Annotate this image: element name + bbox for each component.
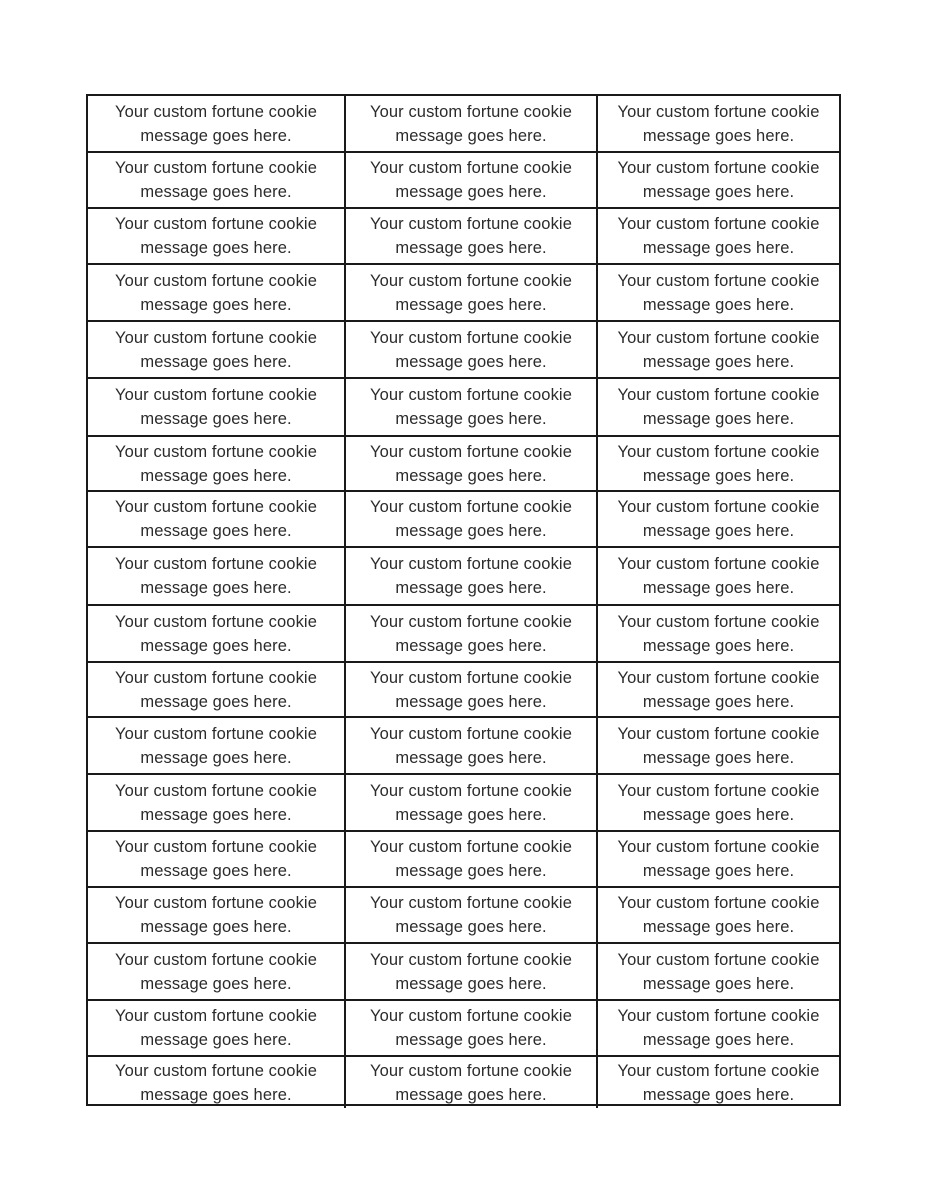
fortune-message: Your custom fortune cookie message goes here.	[115, 1061, 317, 1104]
fortune-message: Your custom fortune cookie message goes here.	[370, 612, 572, 655]
fortune-label-cell	[598, 153, 839, 207]
fortune-label-cell	[88, 832, 346, 886]
fortune-message: Your custom fortune cookie message goes here.	[115, 894, 317, 936]
fortune-label-cell	[88, 606, 346, 661]
fortune-message: Your custom fortune cookie message goes here.	[115, 668, 317, 711]
label-row	[88, 490, 839, 546]
fortune-message: Your custom fortune cookie message goes here.	[115, 950, 317, 993]
fortune-label-sheet	[86, 94, 841, 1106]
fortune-label-cell	[598, 775, 839, 830]
fortune-label-cell	[598, 322, 839, 377]
fortune-message: Your custom fortune cookie message goes here.	[115, 328, 317, 371]
fortune-label-cell	[346, 209, 598, 263]
fortune-label-cell	[598, 492, 839, 546]
fortune-label-cell	[88, 1001, 346, 1055]
label-row	[88, 999, 839, 1055]
fortune-message: Your custom fortune cookie message goes here.	[370, 668, 572, 711]
fortune-message: Your custom fortune cookie message goes here.	[617, 442, 820, 485]
fortune-message: Your custom fortune cookie message goes here.	[617, 271, 820, 314]
fortune-message: Your custom fortune cookie message goes here.	[370, 781, 572, 824]
fortune-message: Your custom fortune cookie message goes here.	[115, 781, 317, 824]
fortune-label-cell	[346, 1001, 598, 1055]
fortune-label-cell	[88, 548, 346, 604]
fortune-label-cell	[346, 153, 598, 207]
fortune-label-cell	[346, 492, 598, 546]
fortune-label-cell	[346, 379, 598, 435]
fortune-label-cell	[598, 944, 839, 999]
fortune-label-cell	[88, 663, 346, 716]
label-row	[88, 716, 839, 773]
fortune-label-cell	[346, 718, 598, 773]
label-row	[88, 886, 839, 942]
fortune-label-cell	[88, 718, 346, 773]
fortune-message: Your custom fortune cookie message goes here.	[370, 159, 572, 201]
fortune-label-cell	[346, 96, 598, 151]
fortune-label-cell	[346, 775, 598, 830]
fortune-message: Your custom fortune cookie message goes here.	[617, 781, 820, 824]
fortune-label-cell	[346, 265, 598, 320]
fortune-message: Your custom fortune cookie message goes here.	[370, 271, 572, 314]
fortune-label-cell	[88, 492, 346, 546]
fortune-message: Your custom fortune cookie message goes here.	[370, 102, 572, 145]
label-row	[88, 942, 839, 999]
label-row	[88, 773, 839, 830]
fortune-message: Your custom fortune cookie message goes here.	[115, 498, 317, 540]
fortune-message: Your custom fortune cookie message goes here.	[617, 555, 820, 597]
label-row	[88, 830, 839, 886]
fortune-label-cell	[598, 663, 839, 716]
fortune-label-cell	[598, 888, 839, 942]
label-row	[88, 1055, 839, 1108]
fortune-message: Your custom fortune cookie message goes here.	[617, 612, 820, 655]
fortune-message: Your custom fortune cookie message goes here.	[115, 215, 317, 257]
fortune-message: Your custom fortune cookie message goes here.	[115, 724, 317, 767]
fortune-message: Your custom fortune cookie message goes here.	[115, 442, 317, 485]
fortune-message: Your custom fortune cookie message goes here.	[617, 215, 820, 257]
fortune-label-cell	[598, 265, 839, 320]
fortune-label-cell	[346, 437, 598, 490]
fortune-message: Your custom fortune cookie message goes here.	[617, 1007, 820, 1049]
fortune-label-cell	[598, 718, 839, 773]
fortune-message: Your custom fortune cookie message goes here.	[370, 1061, 572, 1104]
fortune-label-cell	[346, 606, 598, 661]
fortune-label-cell	[88, 944, 346, 999]
fortune-message: Your custom fortune cookie message goes here.	[370, 386, 572, 428]
fortune-message: Your custom fortune cookie message goes here.	[115, 102, 317, 145]
fortune-message: Your custom fortune cookie message goes here.	[617, 1061, 820, 1104]
fortune-label-cell	[346, 548, 598, 604]
fortune-label-cell	[88, 379, 346, 435]
label-row	[88, 263, 839, 320]
fortune-message: Your custom fortune cookie message goes here.	[115, 612, 317, 655]
fortune-label-cell	[88, 209, 346, 263]
fortune-message: Your custom fortune cookie message goes here.	[115, 159, 317, 201]
fortune-message: Your custom fortune cookie message goes here.	[370, 215, 572, 257]
fortune-label-cell	[598, 379, 839, 435]
label-row	[88, 151, 839, 207]
fortune-message: Your custom fortune cookie message goes here.	[370, 328, 572, 371]
fortune-label-cell	[346, 888, 598, 942]
fortune-message: Your custom fortune cookie message goes here.	[617, 950, 820, 993]
fortune-message: Your custom fortune cookie message goes here.	[617, 894, 820, 936]
label-row	[88, 435, 839, 490]
fortune-label-cell	[346, 832, 598, 886]
fortune-label-cell	[346, 322, 598, 377]
fortune-message: Your custom fortune cookie message goes here.	[370, 894, 572, 936]
fortune-message: Your custom fortune cookie message goes here.	[617, 838, 820, 880]
fortune-message: Your custom fortune cookie message goes here.	[370, 555, 572, 597]
fortune-message: Your custom fortune cookie message goes here.	[617, 386, 820, 428]
fortune-message: Your custom fortune cookie message goes here.	[617, 159, 820, 201]
fortune-label-cell	[346, 1057, 598, 1108]
fortune-message: Your custom fortune cookie message goes here.	[115, 1007, 317, 1049]
fortune-message: Your custom fortune cookie message goes here.	[617, 328, 820, 371]
fortune-message: Your custom fortune cookie message goes here.	[115, 555, 317, 597]
fortune-label-cell	[598, 548, 839, 604]
fortune-message: Your custom fortune cookie message goes here.	[370, 442, 572, 485]
fortune-message: Your custom fortune cookie message goes here.	[370, 838, 572, 880]
fortune-label-cell	[88, 322, 346, 377]
fortune-label-cell	[88, 888, 346, 942]
fortune-label-cell	[598, 1001, 839, 1055]
fortune-label-cell	[598, 606, 839, 661]
fortune-label-cell	[346, 944, 598, 999]
fortune-label-cell	[598, 437, 839, 490]
fortune-label-cell	[598, 209, 839, 263]
fortune-label-cell	[88, 437, 346, 490]
fortune-message: Your custom fortune cookie message goes here.	[370, 498, 572, 540]
label-row	[88, 207, 839, 263]
label-row	[88, 604, 839, 661]
fortune-label-cell	[88, 96, 346, 151]
label-row	[88, 320, 839, 377]
fortune-message: Your custom fortune cookie message goes here.	[370, 724, 572, 767]
fortune-label-cell	[88, 265, 346, 320]
label-row	[88, 661, 839, 716]
fortune-message: Your custom fortune cookie message goes here.	[617, 498, 820, 540]
label-row	[88, 96, 839, 151]
fortune-message: Your custom fortune cookie message goes here.	[370, 950, 572, 993]
fortune-message: Your custom fortune cookie message goes here.	[115, 838, 317, 880]
fortune-message: Your custom fortune cookie message goes here.	[617, 724, 820, 767]
fortune-message: Your custom fortune cookie message goes here.	[115, 271, 317, 314]
fortune-label-cell	[88, 775, 346, 830]
fortune-message: Your custom fortune cookie message goes here.	[617, 102, 820, 145]
label-row	[88, 377, 839, 435]
fortune-label-cell	[598, 96, 839, 151]
fortune-label-cell	[346, 663, 598, 716]
fortune-message: Your custom fortune cookie message goes here.	[617, 668, 820, 711]
fortune-label-cell	[88, 1057, 346, 1108]
fortune-label-cell	[88, 153, 346, 207]
label-row	[88, 546, 839, 604]
fortune-message: Your custom fortune cookie message goes here.	[115, 386, 317, 428]
fortune-message: Your custom fortune cookie message goes here.	[370, 1007, 572, 1049]
fortune-label-cell	[598, 832, 839, 886]
fortune-label-cell	[598, 1057, 839, 1108]
